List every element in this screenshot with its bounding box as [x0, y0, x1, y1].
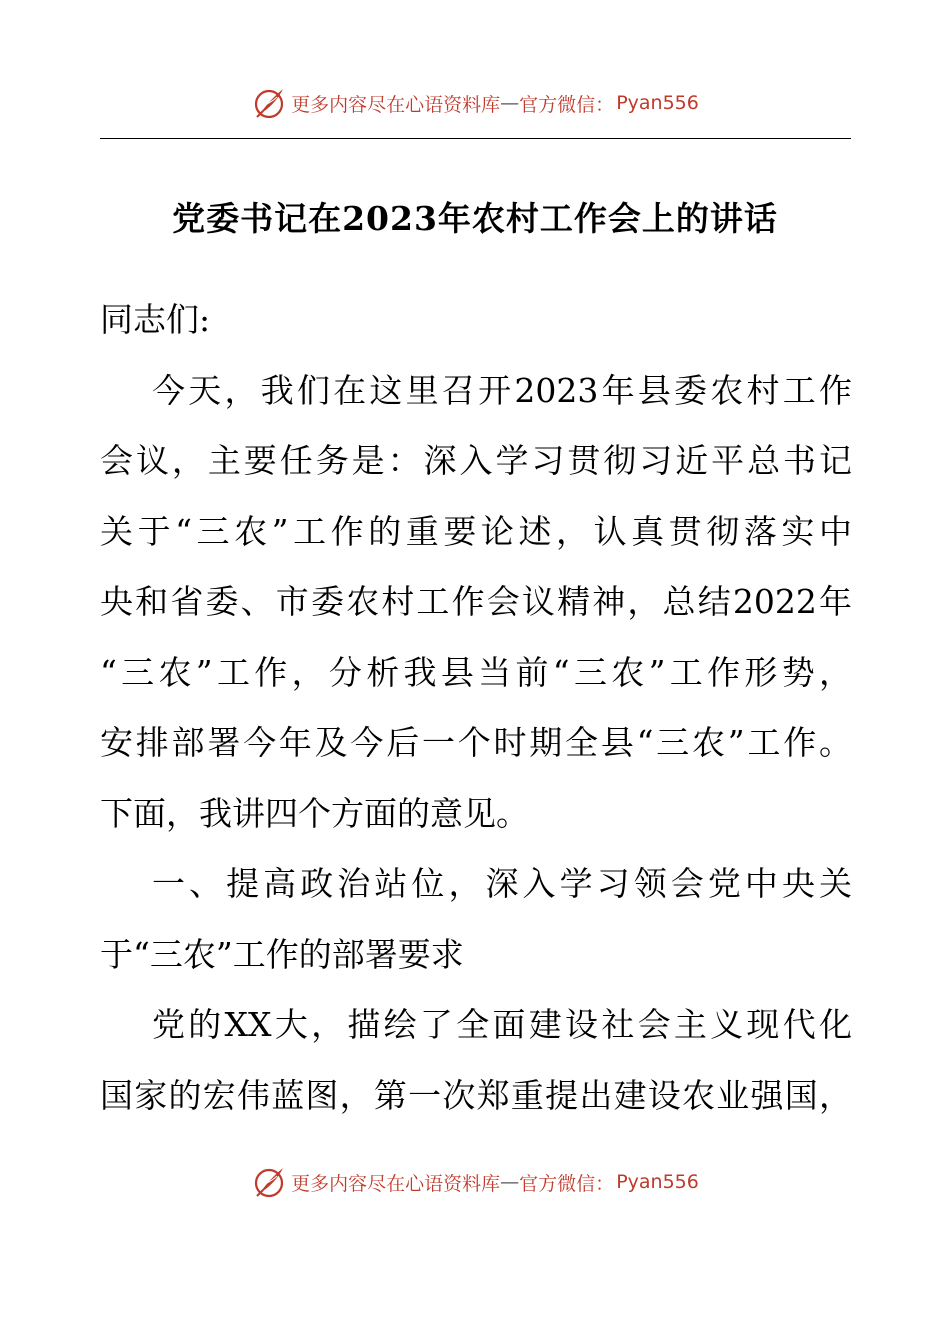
paragraph-line: 今天，我们在这里召开2023年县委农村工作 — [152, 370, 852, 410]
salutation-line: 同志们: — [100, 300, 211, 339]
footer-banner — [0, 1162, 950, 1202]
banner-wechat-id: Pyan556 — [616, 92, 699, 114]
paragraph-line: 国家的宏伟蓝图，第一次郑重提出建设农业强国， — [100, 1075, 852, 1115]
banner-wechat-label: 官方微信： — [519, 93, 615, 116]
banner-slogan: 更多内容尽在心语资料库 — [291, 1172, 501, 1195]
document-body — [100, 285, 852, 1131]
header-divider — [100, 138, 851, 139]
banner-wechat-id: Pyan556 — [616, 1171, 699, 1193]
quill-pen-logo-icon — [251, 1164, 287, 1200]
paragraph-line: 党的XX大，描绘了全面建设社会主义现代化 — [152, 1005, 852, 1044]
banner-separator: — — [500, 1171, 520, 1193]
banner-wechat-label: 官方微信： — [519, 1172, 615, 1195]
header-banner — [0, 83, 950, 123]
banner-separator: — — [500, 92, 520, 114]
document-title: 党委书记在2023年农村工作会上的讲话 — [172, 199, 778, 238]
paragraph-line: 会议，主要任务是：深入学习贯彻习近平总书记 — [100, 441, 852, 480]
paragraph-line: 下面，我讲四个方面的意见。 — [100, 793, 529, 833]
paragraph-line: 关于“三农”工作的重要论述，认真贯彻落实中 — [100, 511, 852, 551]
paragraph-line: 央和省委、市委农村工作会议精神，总结2022年 — [100, 582, 852, 621]
quill-pen-logo-icon — [251, 85, 287, 121]
section-heading-line: 于“三农”工作的部署要求 — [100, 934, 464, 974]
banner-slogan: 更多内容尽在心语资料库 — [291, 93, 501, 116]
paragraph-line: 安排部署今年及今后一个时期全县“三农”工作。 — [100, 723, 852, 762]
paragraph-line: “三农”工作，分析我县当前“三农”工作形势， — [100, 652, 852, 692]
section-heading-line: 一、提高政治站位，深入学习领会党中央关 — [152, 864, 852, 903]
